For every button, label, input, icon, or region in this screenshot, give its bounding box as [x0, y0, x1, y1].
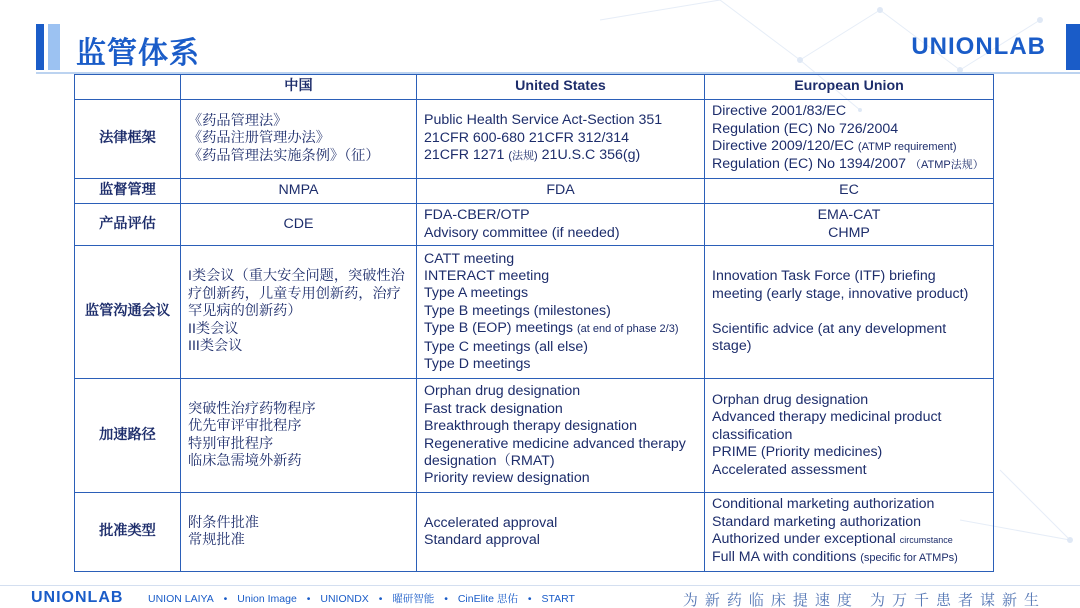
footer-divider: [0, 585, 1080, 586]
cell-us: CATT meeting INTERACT meeting Type A meetings Type B meetings (milestones) Type B (EOP) meetings (at end of phase 2/3) Type C meetings (all else) Type D meetings: [417, 246, 705, 379]
column-header-eu: European Union: [705, 75, 994, 100]
cell-china: 附条件批准 常规批准: [181, 493, 417, 572]
footer-slogan: 为新药临床提速度 为万千患者谋新生: [682, 592, 1046, 608]
row-label: 监管沟通会议: [75, 246, 181, 379]
row-label: 监督管理: [75, 179, 181, 204]
column-header-us: United States: [417, 75, 705, 100]
table-header-row: [75, 75, 994, 100]
table-row-approval-types: [75, 493, 994, 572]
footer-logo: UNIONLAB: [31, 589, 124, 606]
cell-china: 突破性治疗药物程序 优先审评审批程序 特别审批程序 临床急需境外新药: [181, 379, 417, 493]
cell-eu: Conditional marketing authorization Standard marketing authorization Authorized under exceptional circumstance Full MA with conditions (specific for ATMPs): [705, 493, 994, 572]
partner-logos: [148, 591, 582, 606]
partner-logo-yaoyan: 曜研智能: [392, 593, 435, 605]
cell-china: I类会议（重大安全问题，突破性治疗创新药，儿童专用创新药，治疗罕见病的创新药） II类会议 III类会议: [181, 246, 417, 379]
partner-separator: •: [378, 593, 383, 605]
cell-us: Public Health Service Act-Section 351 21CFR 600-680 21CFR 312/314 21CFR 1271 (法规) 21U.S.C 356(g): [417, 100, 705, 179]
column-header-empty: [75, 75, 181, 100]
cell-us: FDA-CBER/OTP Advisory committee (if needed): [417, 204, 705, 246]
partner-logo-union-image: Union Image: [237, 593, 297, 605]
partner-separator: •: [306, 593, 311, 605]
title-accent-bar: [36, 24, 44, 70]
partner-separator: •: [223, 593, 228, 605]
cell-china: CDE: [181, 204, 417, 246]
table-row-legal-framework: [75, 100, 994, 179]
partner-separator: •: [527, 593, 532, 605]
table-row-regulatory-meetings: [75, 246, 994, 379]
row-label: 批准类型: [75, 493, 181, 572]
title-accent-bar-light: [48, 24, 60, 70]
table-row-supervision: [75, 179, 994, 204]
row-label: 加速路径: [75, 379, 181, 493]
cell-us: Accelerated approval Standard approval: [417, 493, 705, 572]
row-label: 产品评估: [75, 204, 181, 246]
partner-logo-uniondx: UNIONDX: [320, 593, 369, 605]
partner-logo-start: START: [541, 593, 575, 605]
partner-logo-cinelite: CinElite 思佑: [457, 593, 518, 605]
page-title: 监管体系: [76, 37, 200, 70]
cell-us: Orphan drug designation Fast track designation Breakthrough therapy designation Regenerative medicine advanced therapy designation（RMAT) Priority review designation: [417, 379, 705, 493]
logo-accent-bar: [1066, 24, 1080, 70]
cell-eu: Orphan drug designation Advanced therapy medicinal product classification PRIME (Priority medicines) Accelerated assessment: [705, 379, 994, 493]
company-logo: UNIONLAB: [911, 33, 1046, 60]
partner-logo-union-laiya: UNION LAIYA: [148, 593, 214, 605]
regulatory-comparison-table: [74, 74, 994, 572]
column-header-china: 中国: [181, 75, 417, 100]
cell-eu: EC: [705, 179, 994, 204]
partner-separator: •: [444, 593, 448, 605]
table-row-expedited-pathways: [75, 379, 994, 493]
cell-china: 《药品管理法》 《药品注册管理办法》 《药品管理法实施条例》（征）: [181, 100, 417, 179]
row-label: 法律框架: [75, 100, 181, 179]
cell-us: FDA: [417, 179, 705, 204]
cell-eu: Innovation Task Force (ITF) briefing meeting (early stage, innovative product) Scientific advice (at any development stage): [705, 246, 994, 379]
cell-eu: EMA-CAT CHMP: [705, 204, 994, 246]
table-row-product-evaluation: [75, 204, 994, 246]
cell-eu: Directive 2001/83/EC Regulation (EC) No 726/2004 Directive 2009/120/EC (ATMP requirement) Regulation (EC) No 1394/2007 （ATMP法规）: [705, 100, 994, 179]
cell-china: NMPA: [181, 179, 417, 204]
